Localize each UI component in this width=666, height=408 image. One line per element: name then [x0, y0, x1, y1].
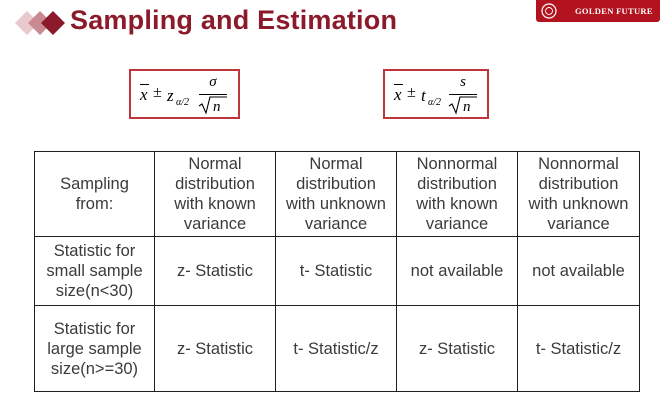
table-row-large-sample — [35, 306, 640, 392]
formula-numerator: s — [460, 74, 466, 90]
row-label-small-sample: Statistic for small sample size(n<30) — [35, 237, 155, 306]
table-cell: t- Statistic — [276, 237, 397, 306]
header-cell-normal-known: Normal distribution with known variance — [155, 152, 276, 237]
formula-unknown-variance — [383, 69, 489, 119]
formula-subscript: α/2 — [176, 97, 190, 108]
row-label-large-sample: Statistic for large sample size(n>=30) — [35, 306, 155, 392]
header-cell-nonnormal-unknown: Nonnormal distribution with unknown variance — [518, 152, 640, 237]
logo-seal-icon — [541, 3, 557, 19]
table-cell: z- Statistic — [397, 306, 518, 392]
page-title: Sampling and Estimation — [70, 5, 398, 35]
formula-numerator: σ — [209, 74, 217, 90]
logo-text: GOLDEN FUTURE — [575, 6, 653, 16]
formula-known-variance — [129, 69, 240, 119]
header-cell-nonnormal-known: Nonnormal distribution with known variance — [397, 152, 518, 237]
formula-subscript: α/2 — [428, 97, 442, 108]
table-row-small-sample — [35, 237, 640, 306]
table-cell: t- Statistic/z — [518, 306, 640, 392]
table-cell: not available — [397, 237, 518, 306]
table-cell: z- Statistic — [155, 306, 276, 392]
formula-denominator: n — [213, 99, 221, 115]
sampling-table — [34, 151, 640, 392]
formula-xbar: x — [140, 85, 148, 104]
formula-plus-minus: ± — [153, 84, 162, 101]
header-cell-normal-unknown: Normal distribution with unknown variance — [276, 152, 397, 237]
table-cell: not available — [518, 237, 640, 306]
formula-plus-minus: ± — [407, 84, 416, 101]
table-cell: t- Statistic/z — [276, 306, 397, 392]
header-cell-sampling-from: Sampling from: — [35, 152, 155, 237]
formula-xbar: x — [394, 85, 402, 104]
table-cell: z- Statistic — [155, 237, 276, 306]
logo — [536, 0, 660, 22]
table-header-row — [35, 152, 640, 237]
title-diamonds-icon — [14, 10, 66, 36]
formula-stat-symbol: t — [421, 86, 426, 105]
formula-stat-symbol: z — [167, 86, 174, 105]
formula-denominator: n — [463, 99, 471, 115]
